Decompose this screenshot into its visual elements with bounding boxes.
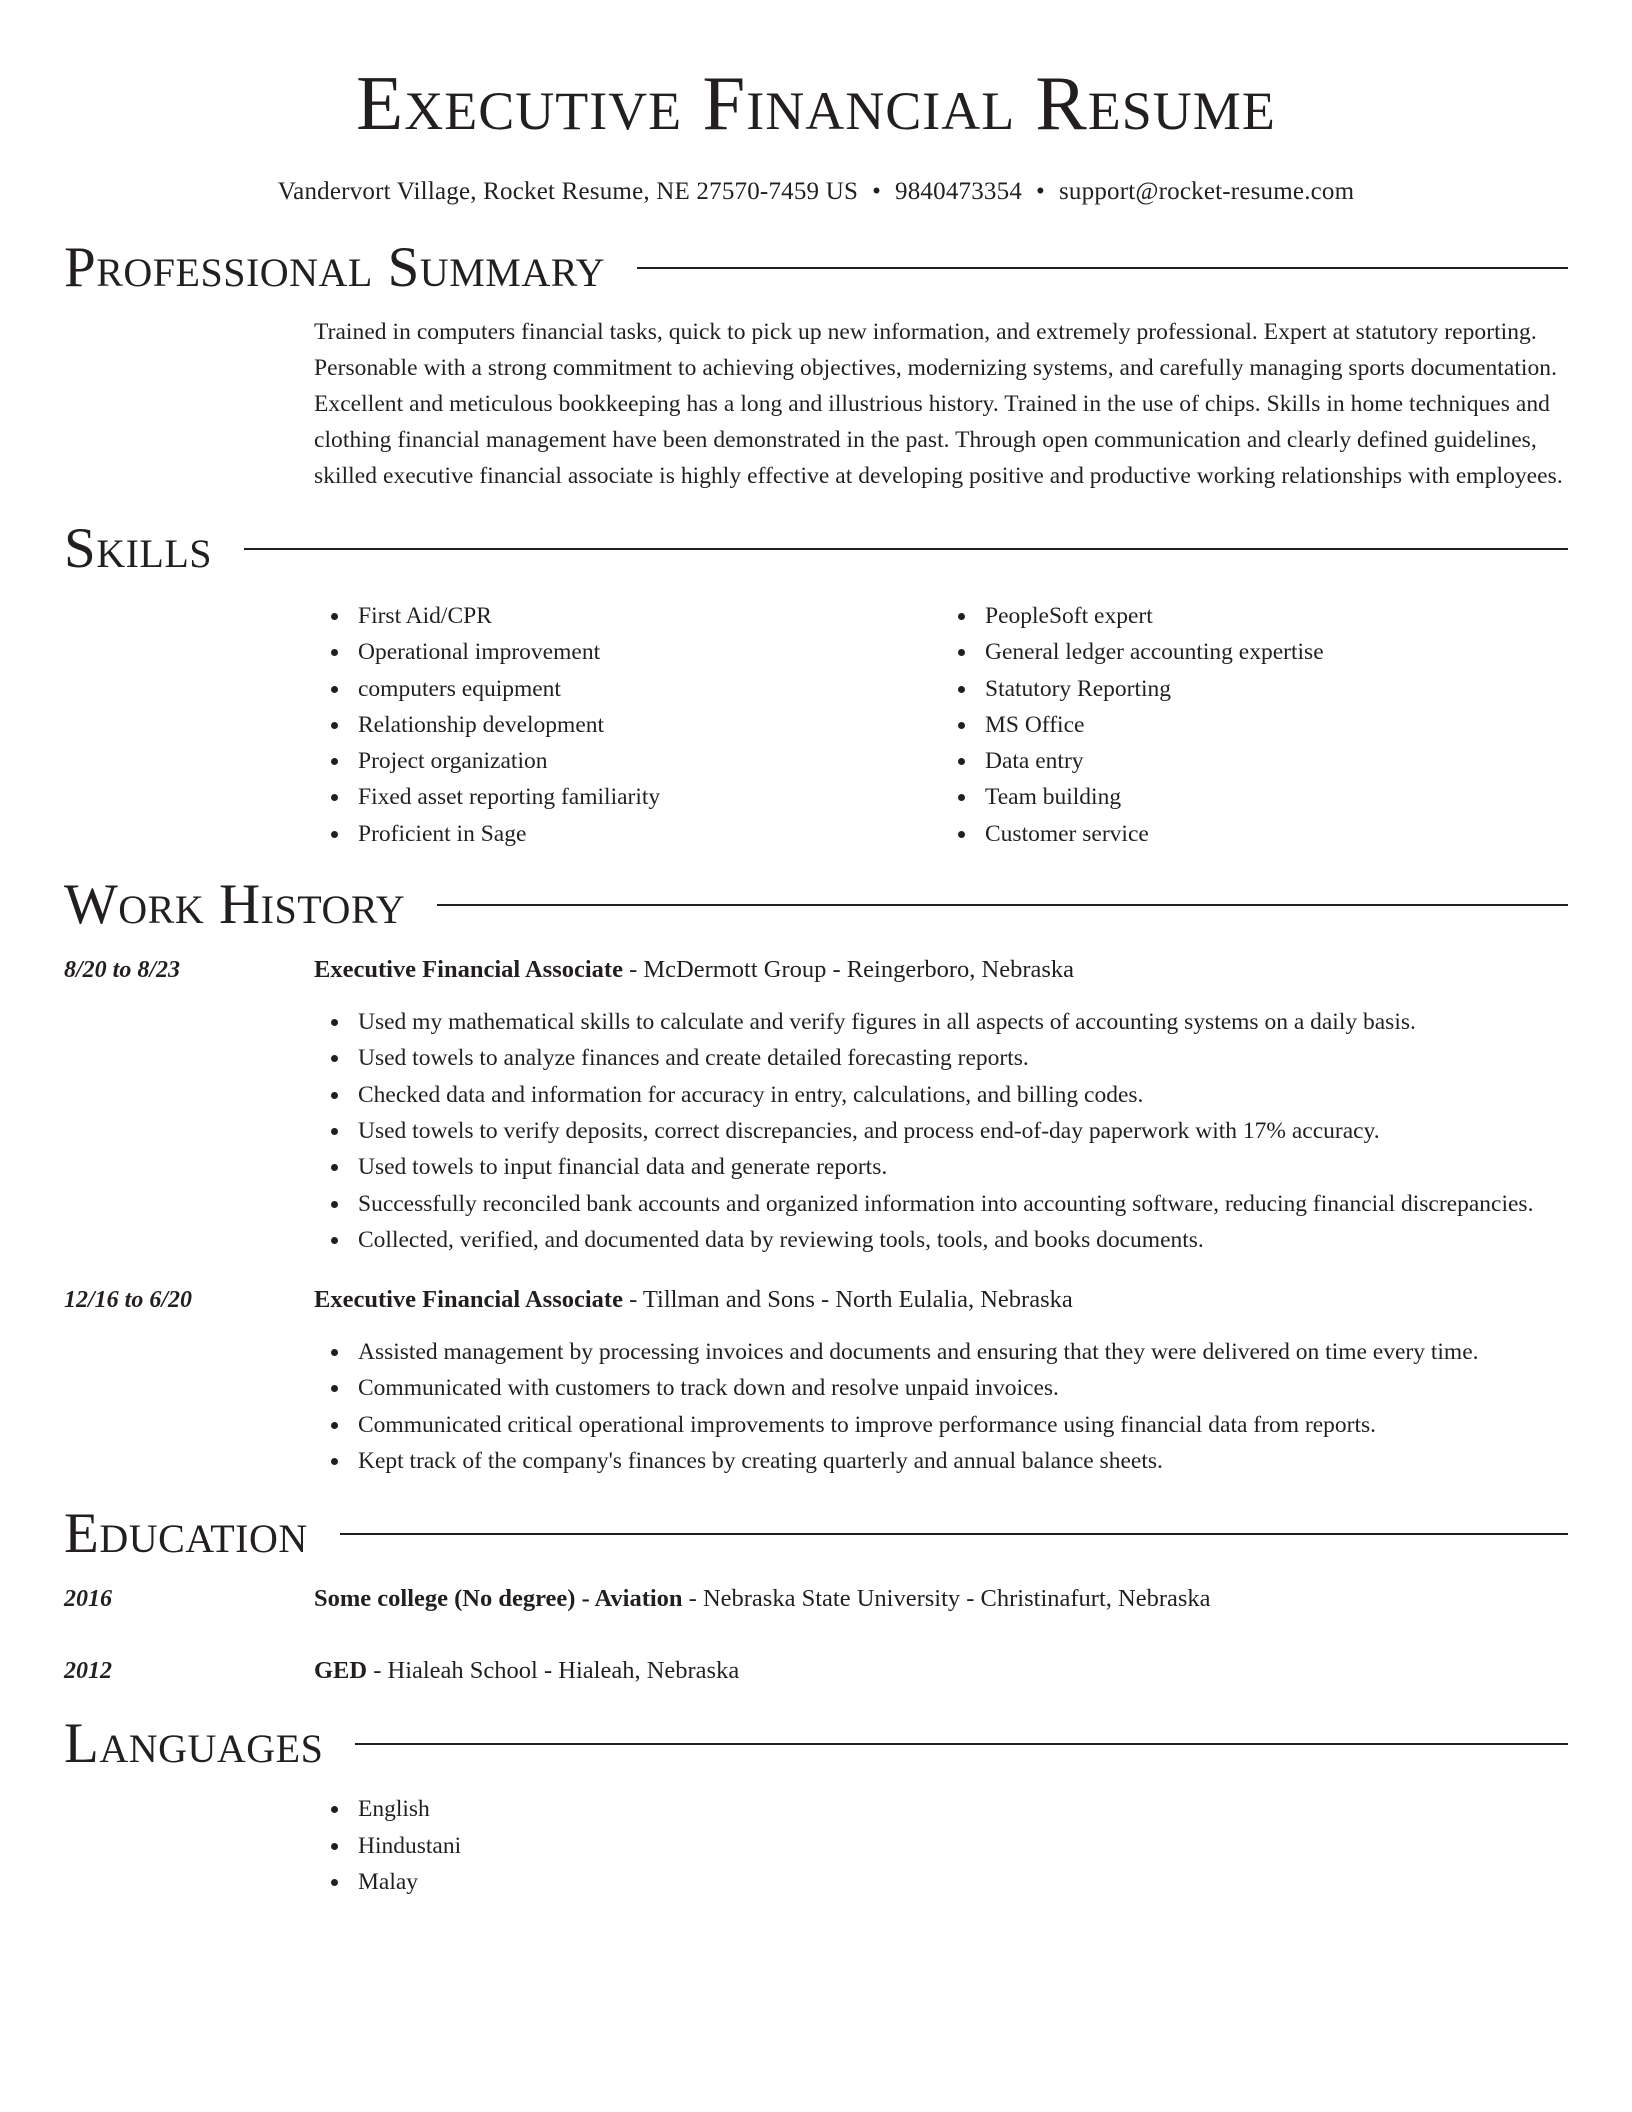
job-duty-item: Used my mathematical skills to calculate and verify figures in all aspects of accounting systems on a daily basis. bbox=[358, 1004, 1568, 1040]
skills-column-left bbox=[314, 598, 941, 852]
skill-item: General ledger accounting expertise bbox=[985, 634, 1568, 670]
contact-email: support@rocket-resume.com bbox=[1058, 178, 1355, 205]
contact-address: Vandervort Village, Rocket Resume, NE 27570-7459 US bbox=[277, 178, 859, 205]
language-item: English bbox=[358, 1791, 1568, 1827]
job-duty-item: Successfully reconciled bank accounts and organized information into accounting software, reducing financial discrepancies. bbox=[358, 1186, 1568, 1222]
skill-item: PeopleSoft expert bbox=[985, 598, 1568, 634]
education-entries bbox=[64, 1581, 1568, 1689]
skill-item: Proficient in Sage bbox=[358, 816, 941, 852]
job-duty-item: Kept track of the company's finances by creating quarterly and annual balance sheets. bbox=[358, 1443, 1568, 1479]
languages-list bbox=[314, 1791, 1568, 1900]
skill-item: Customer service bbox=[985, 816, 1568, 852]
section-divider bbox=[437, 904, 1568, 906]
job-header bbox=[64, 1282, 1568, 1318]
education-section bbox=[64, 1501, 1568, 1689]
job-duty-item: Communicated critical operational improvements to improve performance using financial data from reports. bbox=[358, 1407, 1568, 1443]
job-duty-list bbox=[314, 1004, 1568, 1258]
skills-list bbox=[314, 598, 1568, 852]
job-employer: - Tillman and Sons - North Eulalia, Nebraska bbox=[622, 1286, 1073, 1314]
work-section bbox=[64, 872, 1568, 1479]
skills-header bbox=[64, 516, 1568, 582]
work-entries bbox=[64, 952, 1568, 1479]
skill-item: computers equipment bbox=[358, 671, 941, 707]
job-dates: 12/16 to 6/20 bbox=[64, 1287, 193, 1314]
job-duty-item: Communicated with customers to track down and resolve unpaid invoices. bbox=[358, 1370, 1568, 1406]
skills-section bbox=[64, 516, 1568, 852]
job-duties bbox=[314, 1004, 1568, 1258]
skill-item: Project organization bbox=[358, 743, 941, 779]
job-role: Executive Financial Associate bbox=[314, 1286, 623, 1314]
contact-separator: • bbox=[872, 178, 882, 205]
language-item: Malay bbox=[358, 1864, 1568, 1900]
job-title-line bbox=[314, 1282, 1073, 1318]
summary-section bbox=[64, 235, 1568, 494]
job-duties bbox=[314, 1334, 1568, 1479]
work-header bbox=[64, 872, 1568, 938]
education-date: 2016 bbox=[64, 1586, 112, 1613]
resume-name: Executive Financial Resume bbox=[356, 60, 1276, 146]
job-employer: - McDermott Group - Reingerboro, Nebraska bbox=[622, 956, 1075, 984]
skill-item: Operational improvement bbox=[358, 634, 941, 670]
job-duty-item: Used towels to analyze finances and create detailed forecasting reports. bbox=[358, 1040, 1568, 1076]
job-duty-item: Checked data and information for accuracy in entry, calculations, and billing codes. bbox=[358, 1077, 1568, 1113]
education-title: Education bbox=[64, 1502, 308, 1566]
section-divider bbox=[340, 1533, 1568, 1535]
education-title-line bbox=[314, 1653, 739, 1689]
skills-title: Skills bbox=[64, 517, 213, 580]
summary-title: Professional Summary bbox=[64, 236, 606, 299]
skill-item: Data entry bbox=[985, 743, 1568, 779]
education-title-line bbox=[314, 1581, 1211, 1617]
skill-item: Statutory Reporting bbox=[985, 671, 1568, 707]
skill-item: First Aid/CPR bbox=[358, 598, 941, 634]
skills-column-right bbox=[941, 598, 1568, 852]
job-role: Executive Financial Associate bbox=[314, 956, 623, 984]
languages-content bbox=[314, 1791, 1568, 1900]
skill-item: Team building bbox=[985, 779, 1568, 815]
job-duty-list bbox=[314, 1334, 1568, 1479]
job-duty-item: Used towels to verify deposits, correct discrepancies, and process end-of-day paperwork with 17% accuracy. bbox=[358, 1113, 1568, 1149]
languages-section bbox=[64, 1711, 1568, 1900]
summary-header bbox=[64, 235, 1568, 301]
job-title-line bbox=[314, 952, 1074, 988]
job-duty-item: Used towels to input financial data and generate reports. bbox=[358, 1149, 1568, 1185]
languages-title: Languages bbox=[64, 1712, 324, 1776]
section-divider bbox=[355, 1743, 1568, 1745]
job-duty-item: Assisted management by processing invoices and documents and ensuring that they were delivered on time every time. bbox=[358, 1334, 1568, 1370]
languages-header bbox=[64, 1711, 1568, 1777]
job-entry bbox=[64, 952, 1568, 1258]
job-entry bbox=[64, 1282, 1568, 1479]
job-duty-item: Collected, verified, and documented data by reviewing tools, tools, and books documents. bbox=[358, 1222, 1568, 1258]
summary-content bbox=[314, 314, 1568, 494]
education-school: - Hialeah School - Hialeah, Nebraska bbox=[367, 1657, 740, 1685]
skill-item: Fixed asset reporting familiarity bbox=[358, 779, 941, 815]
education-degree: Some college (No degree) - Aviation bbox=[314, 1585, 683, 1613]
summary-text: Trained in computers financial tasks, quick to pick up new information, and extremely professional. Expert at statutory reporting. Personable with a strong commitment to achieving objectives, modernizing systems, and carefully managing sports documentation. Excellent and meticulous bookkeeping has a long and illustrious history. Trained in the use of chips. Skills in home techniques and clothing financial management have been demonstrated in the past. Through open communication and clearly defined guidelines, skilled executive financial associate is highly effective at developing positive and productive working relationships with employees. bbox=[314, 319, 1563, 489]
education-entry bbox=[64, 1581, 1568, 1617]
section-divider bbox=[637, 267, 1568, 269]
contact-separator: • bbox=[1036, 178, 1045, 205]
contact-phone: 9840473354 bbox=[895, 178, 1023, 205]
skill-item: Relationship development bbox=[358, 707, 941, 743]
education-date: 2012 bbox=[64, 1658, 112, 1685]
skill-item: MS Office bbox=[985, 707, 1568, 743]
language-item: Hindustani bbox=[358, 1828, 1568, 1864]
job-header bbox=[64, 952, 1568, 988]
job-dates: 8/20 to 8/23 bbox=[64, 957, 181, 984]
education-entry bbox=[64, 1653, 1568, 1689]
education-header bbox=[64, 1501, 1568, 1567]
education-degree: GED bbox=[314, 1657, 368, 1685]
work-title: Work History bbox=[64, 873, 406, 937]
education-school: - Nebraska State University - Christinafurt, Nebraska bbox=[682, 1585, 1211, 1613]
contact-line bbox=[64, 176, 1568, 208]
section-divider bbox=[244, 548, 1568, 550]
